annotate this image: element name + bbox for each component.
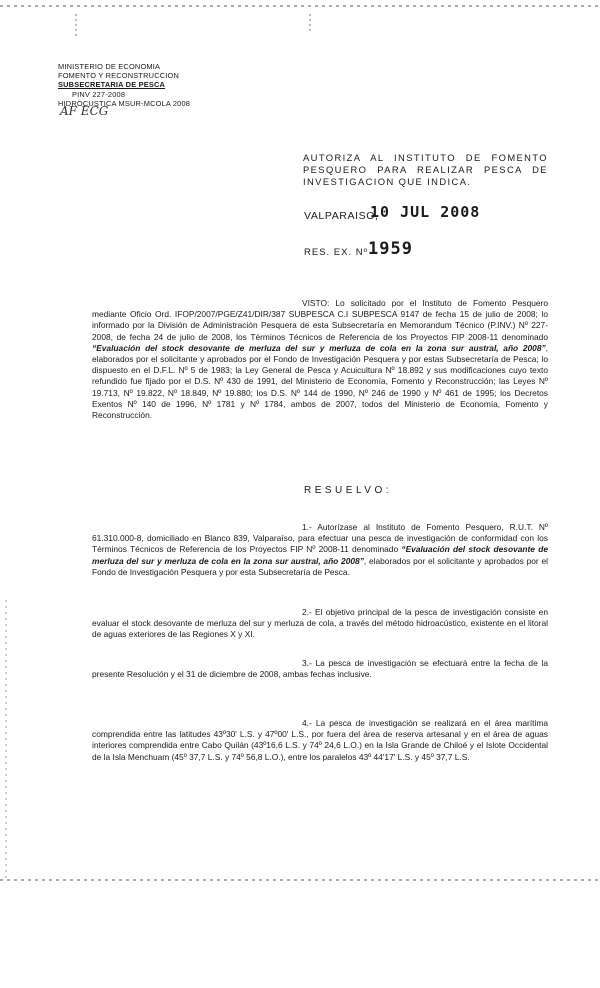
visto-project-title: “Evaluación del stock desovante de merluza del sur y merluza de cola en la zona sur austral, año 2008” <box>92 342 546 353</box>
header-project-code: HIDROCUSTICA MSUR-MCOLA 2008 <box>58 98 191 108</box>
resuelvo-heading: RESUELVO: <box>304 485 392 496</box>
resolution-item-4 <box>92 718 548 763</box>
item-1-project-title: “Evaluación del stock desovante de merluza del sur y merluza de cola en la zona sur austral, año 2008” <box>92 544 548 566</box>
visto-text-2: , elaborados por el solicitante y aprobados por el Fondo de Investigación Pesquera y por estas Subsecretaría de Pesca; lo dispuesto en el D.F.L. Nº 5 de 1983; la Ley General de Pesca y Acuicultura Nº 18.892 y sus modificaciones cuyo texto refundido fue fijado por el D.S. Nº 430 de 1991, del Ministerio de Economía, Fomento y Reconstrucción; las Leyes Nº 19.713, Nº 19.822, Nº 18.849, Nº 19.880; los D.S. Nº 144 de 1990, Nº 246 de 1990 y Nº 461 de 1995; los Decretos Exentos Nº 140 de 1996, Nº 1781 y Nº 1784, ambos de 2007, todos del Ministerio de Economía, Fomento y Reconstrucción. <box>92 342 548 421</box>
visto-text-1: VISTO: Lo solicitado por el Instituto de Fomento Pesquero mediante Oficio Ord. IFOP/2007/PGE/Z41/DIR/387 SUBPESCA C.I SUBPESCA 9147 de fecha 15 de julio de 2008; lo informado por la División de Administración Pesquera de esta Subsecretaría en Memorandum Técnico (P.INV.) Nº 227-2008, de fecha 24 de julio de 2008, los Términos Técnicos de Referencia de los Proyectos FIP 2008-11 denominado <box>92 298 548 342</box>
item-3-text: 3.- La pesca de investigación se efectuará entre la fecha de la presente Resolución y el 31 de diciembre de 2008, ambas fechas inclusive. <box>92 658 548 680</box>
header-ministry: MINISTERIO DE ECONOMIA <box>58 62 161 71</box>
header-pinv: PINV 227-2008 <box>72 89 126 99</box>
place-label: VALPARAISO, <box>304 210 379 222</box>
item-1-text-2: , elaborados por el solicitante y aprobados por el Fondo de Investigación Pesquera y por esta Subsecretaría de Pesca. <box>92 555 548 577</box>
resolution-item-1 <box>92 522 548 578</box>
stamped-date: 10 JUL 2008 <box>370 203 481 221</box>
handwritten-initials: AF ECG <box>60 104 109 118</box>
resolution-number-label: RES. EX. Nº <box>304 247 369 258</box>
item-1-text-1: 1.- Autorízase al Instituto de Fomento Pesquero, R.U.T. Nº 61.310.000-8, domiciliado en Blanco 839, Valparaíso, para efectuar una pesca de investigación de conformidad con los Términos Técnicos de Referencia de los Proyectos FIP Nº 2008-11 denominado <box>92 522 548 555</box>
resolution-number: 1959 <box>368 239 413 259</box>
resolution-item-2 <box>92 607 548 641</box>
resolution-subject: AUTORIZA AL INSTITUTO DE FOMENTO PESQUERO PARA REALIZAR PESCA DE INVESTIGACION QUE INDICA. <box>303 152 548 187</box>
visto-paragraph <box>92 298 548 421</box>
item-2-text: 2.- El objetivo principal de la pesca de investigación consiste en evaluar el stock desovante de merluza del sur y merluza de cola, a través del método hidroacústico, existente en el litoral de aguas exteriores de las Regiones X y XI. <box>92 607 548 640</box>
item-4-text: 4.- La pesca de investigación se realizará en el área marítima comprendida entre las latitudes 43º30' L.S. y 47º00' L.S., por fuera del área de reserva artesanal y en el área de aguas interiores comprendida entre Cabo Quilán (43º16,6 L.S. y 74º 24,6 L.O.) en la Isla Grande de Chiloé y el Islote Occidental de la Isla Menchuam (45º 37,7 L.S. y 74º 56,8 L.O.), entre los paralelos 43º 44'17' L.S. y 45º 37,7 L.S. <box>92 718 548 762</box>
ministry-header <box>58 62 190 108</box>
header-ministry-2: FOMENTO Y RECONSTRUCCION <box>58 71 180 81</box>
header-subsecretaria: SUBSECRETARIA DE PESCA <box>58 80 166 90</box>
resolution-item-3 <box>92 658 548 680</box>
